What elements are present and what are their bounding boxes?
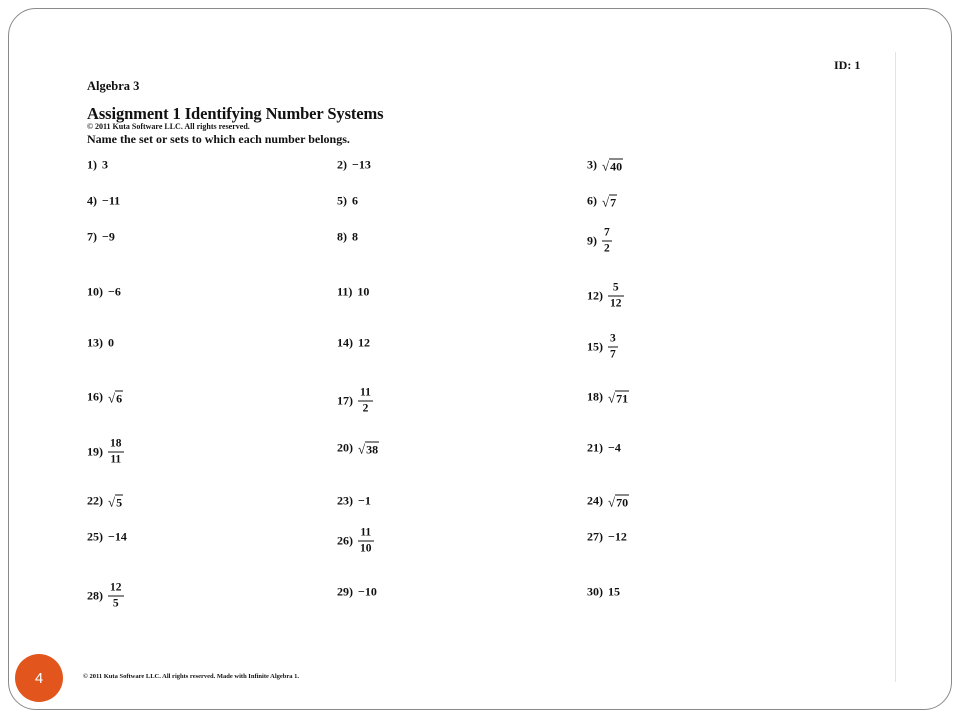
problem-value: −1 bbox=[358, 493, 371, 508]
radicand: 6 bbox=[116, 391, 123, 405]
problem-item bbox=[337, 441, 379, 456]
problem-number: 8) bbox=[337, 229, 347, 244]
numerator: 11 bbox=[360, 526, 372, 539]
problem-number: 19) bbox=[87, 444, 103, 459]
problem-number: 28) bbox=[87, 588, 103, 603]
problem-item bbox=[337, 336, 370, 351]
numerator: 12 bbox=[110, 581, 122, 594]
problem-value: 3 bbox=[102, 157, 108, 172]
assignment-title: Assignment 1 Identifying Number Systems bbox=[87, 104, 384, 123]
denominator: 7 bbox=[610, 348, 616, 360]
footer-text: © 2011 Kuta Software LLC. All rights reserved. Made with Infinite Algebra 1. bbox=[83, 673, 300, 680]
problem-number: 2) bbox=[337, 157, 347, 172]
problem-number: 24) bbox=[587, 493, 603, 508]
numerator: 3 bbox=[610, 332, 616, 345]
problem-number: 29) bbox=[337, 584, 353, 599]
fraction bbox=[358, 528, 374, 555]
problem-item bbox=[87, 230, 115, 245]
problem-item bbox=[587, 390, 629, 405]
copyright-notice: © 2011 Kuta Software LLC. All rights reserved. bbox=[87, 122, 250, 131]
problem-number: 9) bbox=[587, 233, 597, 248]
problem-number: 20) bbox=[337, 440, 353, 455]
square-root bbox=[108, 494, 123, 508]
problem-value: −12 bbox=[608, 529, 627, 544]
numerator: 11 bbox=[360, 386, 371, 399]
problem-number: 30) bbox=[587, 584, 603, 599]
worksheet-page bbox=[66, 52, 896, 684]
problem-item bbox=[87, 583, 124, 610]
id-label: ID: 1 bbox=[834, 58, 861, 72]
denominator: 10 bbox=[360, 542, 372, 554]
problem-item bbox=[337, 388, 373, 415]
denominator: 2 bbox=[362, 402, 369, 414]
problem-item bbox=[587, 441, 621, 456]
radicand: 38 bbox=[366, 442, 379, 456]
problem-number: 3) bbox=[587, 157, 597, 172]
problem-item bbox=[587, 194, 617, 209]
problem-item bbox=[87, 158, 108, 173]
problem-number: 10) bbox=[87, 284, 103, 299]
square-root bbox=[358, 441, 379, 455]
problem-value: −9 bbox=[102, 229, 115, 244]
problem-number: 14) bbox=[337, 335, 353, 350]
problem-item bbox=[87, 194, 120, 209]
problem-number: 6) bbox=[587, 193, 597, 208]
radicand: 5 bbox=[116, 495, 123, 509]
slide-number: 4 bbox=[34, 669, 44, 687]
problem-value: −11 bbox=[102, 193, 121, 208]
radical-sign-icon: √ bbox=[602, 194, 610, 209]
problem-number: 7) bbox=[87, 229, 97, 244]
problem-item bbox=[587, 585, 620, 600]
problem-number: 1) bbox=[87, 157, 97, 172]
fraction bbox=[602, 228, 612, 255]
problem-value: 6 bbox=[352, 193, 358, 208]
problem-number: 5) bbox=[337, 193, 347, 208]
problem-item bbox=[87, 530, 127, 545]
fraction bbox=[358, 388, 373, 415]
problem-number: 11) bbox=[337, 284, 353, 299]
problem-value: −13 bbox=[352, 157, 371, 172]
problem-number: 27) bbox=[587, 529, 603, 544]
problem-item bbox=[587, 334, 618, 361]
denominator: 5 bbox=[112, 597, 119, 609]
problem-item bbox=[337, 158, 371, 173]
instructions: Name the set or sets to which each number belongs. bbox=[87, 132, 350, 146]
square-root bbox=[608, 390, 629, 404]
square-root bbox=[602, 158, 623, 172]
problem-item bbox=[337, 528, 374, 555]
slide-number-badge bbox=[15, 654, 63, 702]
problem-item bbox=[87, 336, 114, 351]
problem-item bbox=[587, 158, 623, 173]
fraction bbox=[108, 583, 124, 610]
radicand: 7 bbox=[610, 195, 617, 209]
problem-number: 4) bbox=[87, 193, 97, 208]
problem-value: −6 bbox=[108, 284, 121, 299]
radical-sign-icon: √ bbox=[108, 494, 116, 509]
problem-value: −14 bbox=[108, 529, 127, 544]
radicand: 70 bbox=[616, 495, 629, 509]
problem-number: 16) bbox=[87, 389, 103, 404]
problem-value: 10 bbox=[357, 284, 370, 299]
problem-number: 12) bbox=[587, 288, 603, 303]
square-root bbox=[108, 390, 123, 404]
denominator: 11 bbox=[110, 453, 122, 465]
radical-sign-icon: √ bbox=[602, 158, 610, 173]
radicand: 71 bbox=[616, 391, 629, 405]
radical-sign-icon: √ bbox=[108, 390, 116, 405]
problem-item bbox=[87, 439, 124, 466]
denominator: 2 bbox=[604, 242, 610, 254]
problem-value: 12 bbox=[358, 335, 370, 350]
problem-number: 13) bbox=[87, 335, 103, 350]
fraction bbox=[108, 439, 124, 466]
problem-number: 26) bbox=[337, 533, 353, 548]
problem-item bbox=[87, 285, 121, 300]
problem-number: 25) bbox=[87, 529, 103, 544]
square-root bbox=[608, 494, 629, 508]
problem-item bbox=[337, 194, 358, 209]
problem-item bbox=[587, 283, 624, 310]
problem-number: 21) bbox=[587, 440, 603, 455]
problem-number: 22) bbox=[87, 493, 103, 508]
radical-sign-icon: √ bbox=[358, 441, 366, 456]
problem-number: 18) bbox=[587, 389, 603, 404]
fraction bbox=[608, 283, 624, 310]
problem-item bbox=[337, 494, 371, 509]
radical-sign-icon: √ bbox=[608, 494, 616, 509]
problem-item bbox=[337, 585, 377, 600]
radicand: 40 bbox=[610, 159, 623, 173]
problem-value: 8 bbox=[352, 229, 358, 244]
problem-number: 15) bbox=[587, 339, 603, 354]
problem-value: 0 bbox=[108, 335, 114, 350]
problem-number: 17) bbox=[337, 393, 353, 408]
problem-item bbox=[587, 228, 612, 255]
problem-item bbox=[87, 390, 123, 405]
radical-sign-icon: √ bbox=[608, 390, 616, 405]
problem-number: 23) bbox=[337, 493, 353, 508]
problem-value: −4 bbox=[608, 440, 621, 455]
problem-item bbox=[587, 530, 627, 545]
problem-item bbox=[337, 285, 369, 300]
square-root bbox=[602, 194, 617, 208]
course-name: Algebra 3 bbox=[87, 79, 140, 93]
fraction bbox=[608, 334, 618, 361]
numerator: 5 bbox=[612, 281, 619, 294]
denominator: 12 bbox=[610, 297, 622, 309]
problem-value: 15 bbox=[608, 584, 620, 599]
numerator: 7 bbox=[604, 226, 610, 239]
numerator: 18 bbox=[110, 437, 122, 450]
problem-item bbox=[87, 494, 123, 509]
problem-value: −10 bbox=[358, 584, 377, 599]
problem-item bbox=[587, 494, 629, 509]
problem-item bbox=[337, 230, 358, 245]
